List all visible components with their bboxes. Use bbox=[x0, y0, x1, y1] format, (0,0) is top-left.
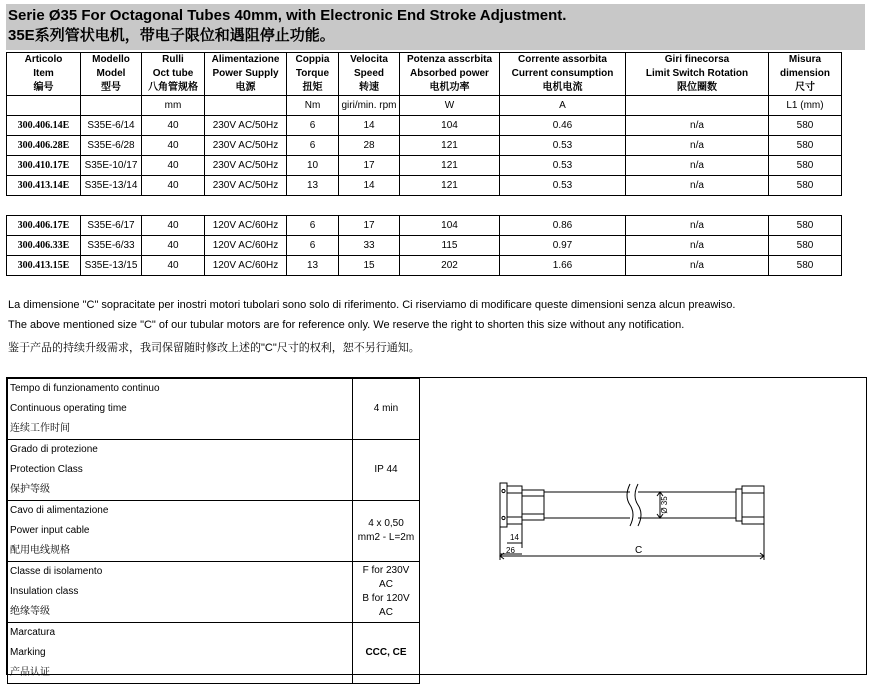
column-header-it: Alimentazione bbox=[211, 54, 280, 65]
note-english: The above mentioned size "C" of our tubular motors are for reference only. We reserve the right to shorten this size without any notification. bbox=[8, 319, 685, 331]
property-value bbox=[353, 440, 420, 501]
table-cell: S35E-13/15 bbox=[81, 256, 142, 276]
column-header-en: Torque bbox=[295, 68, 330, 79]
property-label bbox=[8, 623, 353, 684]
column-header bbox=[205, 53, 287, 96]
table-cell: 14 bbox=[339, 116, 400, 136]
property-label-en: Insulation class bbox=[10, 586, 79, 597]
column-unit: W bbox=[400, 96, 500, 116]
property-label-zh: 保护等级 bbox=[10, 484, 50, 495]
motor-head-body bbox=[522, 490, 544, 520]
property-label-en: Protection Class bbox=[10, 464, 83, 475]
property-label-en: Marking bbox=[10, 647, 46, 658]
table-cell: 121 bbox=[400, 136, 500, 156]
property-value-line: IP 44 bbox=[374, 464, 398, 475]
table-cell: 300.406.14E bbox=[7, 116, 81, 136]
column-unit: mm bbox=[142, 96, 205, 116]
table-cell: 115 bbox=[400, 236, 500, 256]
table-cell: S35E-13/14 bbox=[81, 176, 142, 196]
column-header-en: Absorbed power bbox=[410, 68, 489, 79]
property-label-it: Classe di isolamento bbox=[10, 566, 103, 577]
unit-row bbox=[7, 96, 842, 116]
table-cell: 300.410.17E bbox=[7, 156, 81, 176]
table-cell: 230V AC/50Hz bbox=[205, 176, 287, 196]
table-cell: 40 bbox=[142, 236, 205, 256]
table-row bbox=[7, 236, 842, 256]
motor-tube-right bbox=[638, 492, 736, 518]
column-header-en: Oct tube bbox=[152, 68, 194, 79]
table-cell: 230V AC/50Hz bbox=[205, 116, 287, 136]
table-cell: 0.53 bbox=[500, 156, 626, 176]
table-cell: 6 bbox=[287, 136, 339, 156]
table-cell: n/a bbox=[626, 176, 769, 196]
table-cell: n/a bbox=[626, 236, 769, 256]
property-label-en: Power input cable bbox=[10, 525, 90, 536]
table-cell: 13 bbox=[287, 176, 339, 196]
motor-end-collar bbox=[736, 489, 742, 521]
column-unit bbox=[81, 96, 142, 116]
column-header-en: Current consumption bbox=[511, 68, 614, 79]
column-header-en: Speed bbox=[353, 68, 384, 79]
table-cell: 300.413.14E bbox=[7, 176, 81, 196]
table-cell: 202 bbox=[400, 256, 500, 276]
property-row bbox=[8, 440, 420, 501]
column-header-it: Velocita bbox=[350, 54, 388, 65]
property-label-it: Tempo di funzionamento continuo bbox=[10, 383, 160, 394]
column-header-it: Coppia bbox=[295, 54, 330, 65]
column-header-en: Item bbox=[33, 68, 54, 79]
break-mark-right bbox=[635, 484, 641, 526]
table-cell: 40 bbox=[142, 256, 205, 276]
table-cell: n/a bbox=[626, 256, 769, 276]
column-unit bbox=[205, 96, 287, 116]
property-value-line: 4 min bbox=[373, 403, 399, 414]
motor-end-cap bbox=[742, 486, 764, 524]
table-cell: S35E-10/17 bbox=[81, 156, 142, 176]
property-label-zh: 绝缘等级 bbox=[10, 606, 50, 617]
table-cell: 300.413.15E bbox=[7, 256, 81, 276]
table-row bbox=[7, 216, 842, 236]
table-row bbox=[7, 136, 842, 156]
table-cell: 300.406.33E bbox=[7, 236, 81, 256]
mount-hole-bottom bbox=[502, 516, 505, 519]
column-unit: A bbox=[500, 96, 626, 116]
column-header-it: Articolo bbox=[24, 54, 63, 65]
dimension-c-label: C bbox=[635, 545, 643, 556]
dimension-14-label: 14 bbox=[510, 533, 519, 542]
property-label-zh: 配用电线规格 bbox=[10, 545, 70, 556]
column-header bbox=[626, 53, 769, 96]
column-header-en: dimension bbox=[779, 68, 830, 79]
note-italian: La dimensione "C" sopracitate per inostri motori tubolari sono solo di riferimento. Ci riserviamo di modificare queste dimensioni senza alcun preawiso. bbox=[8, 299, 736, 311]
table-cell: 40 bbox=[142, 156, 205, 176]
table-cell: 120V AC/60Hz bbox=[205, 256, 287, 276]
column-unit: Nm bbox=[287, 96, 339, 116]
property-label bbox=[8, 440, 353, 501]
table-cell: 40 bbox=[142, 116, 205, 136]
table-cell: 1.66 bbox=[500, 256, 626, 276]
table-cell: 121 bbox=[400, 156, 500, 176]
property-label-it: Marcatura bbox=[10, 627, 56, 638]
property-label-it: Cavo di alimentazione bbox=[10, 505, 109, 516]
column-header-en: Power Supply bbox=[212, 68, 279, 79]
column-unit: giri/min. rpm bbox=[339, 96, 400, 116]
table-cell: 0.86 bbox=[500, 216, 626, 236]
property-value-line: AC bbox=[379, 607, 393, 618]
property-value-line: AC bbox=[379, 579, 393, 590]
column-header bbox=[81, 53, 142, 96]
motor-drawing bbox=[419, 378, 867, 674]
column-header-it: Misura bbox=[788, 54, 822, 65]
note-chinese: 鉴于产品的持续升级需求，我司保留随时修改上述的"C"尺寸的权利，恕不另行通知。 bbox=[8, 342, 420, 354]
motor-head-nut bbox=[507, 486, 522, 524]
table-cell: 6 bbox=[287, 236, 339, 256]
property-value-line: F for 230V bbox=[362, 565, 410, 576]
table-cell: 120V AC/60Hz bbox=[205, 236, 287, 256]
table-cell: 15 bbox=[339, 256, 400, 276]
property-value-line: 4 x 0,50 bbox=[368, 518, 404, 529]
header-row bbox=[7, 53, 842, 96]
table-cell: n/a bbox=[626, 216, 769, 236]
table-row bbox=[7, 256, 842, 276]
table-cell: 300.406.28E bbox=[7, 136, 81, 156]
column-header bbox=[339, 53, 400, 96]
column-header-zh: 扭矩 bbox=[302, 82, 323, 93]
break-mark-left bbox=[627, 484, 633, 526]
table-row bbox=[7, 176, 842, 196]
column-header-it: Rulli bbox=[162, 54, 184, 65]
table-cell: 0.53 bbox=[500, 136, 626, 156]
column-header-en: Model bbox=[96, 68, 126, 79]
table-cell: 580 bbox=[769, 216, 842, 236]
title-line-1: Serie Ø35 For Octagonal Tubes 40mm, with Electronic End Stroke Adjustment. bbox=[8, 7, 567, 24]
dimension-26-label: 26 bbox=[506, 546, 515, 555]
table-row bbox=[7, 156, 842, 176]
column-unit bbox=[7, 96, 81, 116]
column-header bbox=[500, 53, 626, 96]
table-cell: 230V AC/50Hz bbox=[205, 156, 287, 176]
mount-hole-top bbox=[502, 489, 505, 492]
table-cell: 580 bbox=[769, 136, 842, 156]
table-cell: 104 bbox=[400, 116, 500, 136]
table-cell: 10 bbox=[287, 156, 339, 176]
column-header bbox=[287, 53, 339, 96]
column-header bbox=[400, 53, 500, 96]
table-cell: 230V AC/50Hz bbox=[205, 136, 287, 156]
column-header-zh: 电机电流 bbox=[542, 82, 583, 93]
column-header-zh: 编号 bbox=[33, 82, 54, 93]
column-header-zh: 型号 bbox=[101, 82, 121, 93]
property-value bbox=[353, 562, 420, 623]
table-cell: 28 bbox=[339, 136, 400, 156]
page-header bbox=[6, 4, 865, 50]
table-cell: 580 bbox=[769, 236, 842, 256]
column-header-it: Modello bbox=[92, 54, 130, 65]
table-cell: 580 bbox=[769, 156, 842, 176]
spec-table-230v bbox=[6, 52, 842, 196]
column-header-en: Limit Switch Rotation bbox=[645, 68, 749, 79]
table-cell: 14 bbox=[339, 176, 400, 196]
table-cell: 580 bbox=[769, 116, 842, 136]
column-header-it: Giri finecorsa bbox=[664, 54, 730, 65]
property-row bbox=[8, 623, 420, 684]
table-cell: 40 bbox=[142, 176, 205, 196]
table-cell: 17 bbox=[339, 216, 400, 236]
table-cell: 104 bbox=[400, 216, 500, 236]
table-cell: 40 bbox=[142, 136, 205, 156]
motor-drawing-svg bbox=[420, 378, 867, 674]
table-cell: 13 bbox=[287, 256, 339, 276]
table-cell: 300.406.17E bbox=[7, 216, 81, 236]
property-label-zh: 连续工作时间 bbox=[10, 423, 70, 434]
property-value-line: B for 120V bbox=[362, 593, 410, 604]
title-line-2: 35E系列管状电机，带电子限位和遇阻停止功能。 bbox=[8, 27, 335, 44]
property-label-en: Continuous operating time bbox=[10, 403, 127, 414]
property-row bbox=[8, 379, 420, 440]
table-cell: n/a bbox=[626, 116, 769, 136]
property-label bbox=[8, 379, 353, 440]
table-cell: 120V AC/60Hz bbox=[205, 216, 287, 236]
column-header bbox=[769, 53, 842, 96]
property-value bbox=[353, 501, 420, 562]
property-row bbox=[8, 562, 420, 623]
motor-tube-left bbox=[544, 492, 630, 518]
table-cell: 6 bbox=[287, 116, 339, 136]
table-cell: 0.97 bbox=[500, 236, 626, 256]
property-label bbox=[8, 501, 353, 562]
column-header-it: Potenza asscrbita bbox=[406, 54, 493, 65]
diameter-label: Ø 35 bbox=[660, 496, 669, 514]
column-header-zh: 限位圈数 bbox=[677, 82, 717, 93]
column-header-zh: 电源 bbox=[235, 82, 256, 93]
table-cell: n/a bbox=[626, 156, 769, 176]
property-label-zh: 产品认证 bbox=[10, 667, 50, 678]
table-cell: n/a bbox=[626, 136, 769, 156]
property-value-line: mm2 - L=2m bbox=[357, 532, 415, 543]
table-cell: 580 bbox=[769, 176, 842, 196]
column-header bbox=[7, 53, 81, 96]
column-unit: L1 (mm) bbox=[769, 96, 842, 116]
table-cell: S35E-6/14 bbox=[81, 116, 142, 136]
property-label bbox=[8, 562, 353, 623]
column-header-zh: 转速 bbox=[359, 82, 379, 93]
table-cell: S35E-6/28 bbox=[81, 136, 142, 156]
table-row bbox=[7, 116, 842, 136]
table-cell: 0.53 bbox=[500, 176, 626, 196]
property-label-it: Grado di protezione bbox=[10, 444, 98, 455]
properties-table bbox=[7, 378, 420, 684]
properties-box bbox=[6, 377, 867, 678]
column-header-zh: 尺寸 bbox=[795, 82, 815, 93]
table-cell: 17 bbox=[339, 156, 400, 176]
table-cell: 121 bbox=[400, 176, 500, 196]
table-cell: 40 bbox=[142, 216, 205, 236]
table-cell: 0.46 bbox=[500, 116, 626, 136]
column-header bbox=[142, 53, 205, 96]
property-row bbox=[8, 501, 420, 562]
table-cell: 33 bbox=[339, 236, 400, 256]
table-cell: S35E-6/17 bbox=[81, 216, 142, 236]
table-cell: 6 bbox=[287, 216, 339, 236]
table-cell: S35E-6/33 bbox=[81, 236, 142, 256]
property-value bbox=[353, 379, 420, 440]
table-cell: 580 bbox=[769, 256, 842, 276]
column-header-zh: 八角管规格 bbox=[148, 82, 198, 93]
column-unit bbox=[626, 96, 769, 116]
property-value bbox=[353, 623, 420, 684]
property-value-line: CCC, CE bbox=[365, 647, 407, 658]
column-header-zh: 电机功率 bbox=[429, 82, 470, 93]
column-header-it: Corrente assorbita bbox=[518, 54, 607, 65]
spec-table-120v bbox=[6, 215, 842, 276]
